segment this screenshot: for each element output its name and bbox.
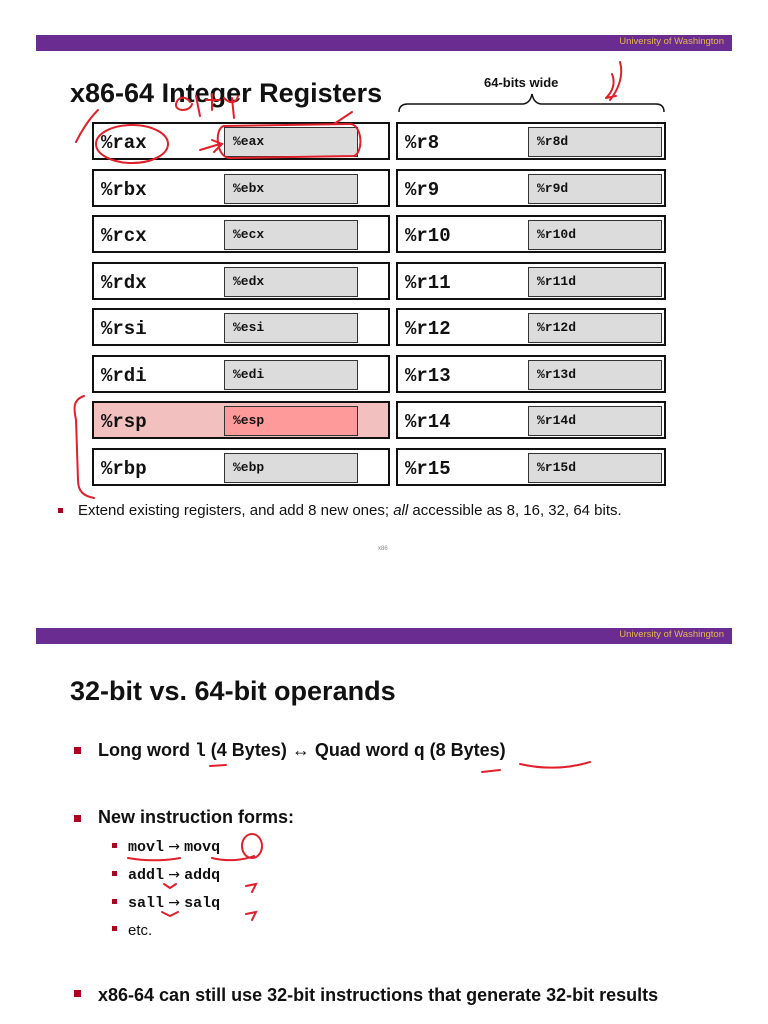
register-name: %r8	[405, 132, 440, 154]
extend-registers-bullet	[78, 502, 622, 519]
register-name: %rsi	[101, 318, 147, 340]
register-row	[396, 401, 666, 439]
register-row	[396, 308, 666, 346]
instruction-form-item	[128, 894, 220, 912]
subregister-name: %r10d	[537, 227, 577, 242]
subregister-box	[224, 267, 358, 297]
word-size-text-post: (8 Bytes)	[424, 740, 506, 760]
subregister-box	[528, 220, 662, 250]
register-row	[92, 215, 390, 253]
banner-text: University of Washington	[619, 629, 724, 640]
register-row	[92, 448, 390, 486]
bullet-marker	[112, 871, 117, 876]
register-row	[92, 169, 390, 207]
register-name: %rcx	[101, 225, 147, 247]
register-row	[396, 215, 666, 253]
instruction-to: movq	[184, 839, 221, 856]
subregister-name: %r13d	[537, 366, 577, 382]
subregister-name: %ebx	[233, 180, 265, 196]
instruction-form-item	[128, 866, 220, 884]
subregister-name: %r12d	[537, 320, 577, 335]
subregister-name: %r9d	[537, 180, 569, 196]
subregister-name: %r15d	[537, 459, 577, 475]
register-name: %rax	[101, 132, 147, 154]
subregister-name: %edi	[233, 366, 265, 382]
register-row	[396, 262, 666, 300]
register-row	[92, 401, 390, 439]
subregister-box	[528, 453, 662, 483]
width-label: 64-bits wide	[484, 75, 559, 90]
subregister-box	[528, 360, 662, 390]
register-name: %r13	[405, 364, 451, 387]
subregister-box	[224, 174, 358, 204]
register-row	[92, 308, 390, 346]
etc-item: etc.	[128, 922, 153, 939]
bullet-marker	[74, 747, 81, 754]
subregister-box	[528, 267, 662, 297]
bullet-text-post: accessible as 8, 16, 32, 64 bits.	[408, 502, 622, 519]
quad-word-suffix: q	[413, 742, 425, 762]
instruction-from: movl	[128, 839, 165, 856]
register-row	[92, 262, 390, 300]
slide-title: x86-64 Integer Registers	[70, 78, 383, 108]
word-size-text-mid: (4 Bytes) ↔ Quad word	[205, 740, 414, 760]
bullet-marker	[112, 926, 117, 931]
long-word-suffix: l	[194, 742, 206, 762]
register-row	[92, 122, 390, 160]
subregister-box	[224, 360, 358, 390]
register-row	[396, 448, 666, 486]
slide-operands	[0, 600, 768, 1024]
bullet-text-pre: Extend existing registers, and add 8 new ones;	[78, 502, 394, 519]
arrow-icon: →	[168, 867, 180, 883]
subregister-box	[528, 174, 662, 204]
bullet-marker	[112, 843, 117, 848]
slide-footer: x86	[378, 546, 388, 552]
instruction-from: sall	[128, 895, 165, 912]
bullet-marker	[74, 815, 81, 822]
register-name: %rbp	[101, 457, 147, 480]
word-size-text-pre: Long word	[98, 740, 195, 760]
subregister-box	[528, 313, 662, 343]
register-name: %r11	[405, 271, 451, 294]
subregister-name: %ebp	[233, 459, 265, 475]
subregister-box	[528, 127, 662, 157]
register-name: %r9	[405, 178, 440, 201]
subregister-box	[224, 406, 358, 436]
instruction-to: addq	[184, 867, 221, 884]
subregister-name: %eax	[233, 134, 265, 149]
register-name: %rbx	[101, 178, 147, 201]
subregister-box	[224, 127, 358, 157]
width-brace-icon	[398, 92, 666, 114]
university-banner	[36, 35, 732, 51]
instruction-to: salq	[184, 895, 221, 912]
bullet-text-emphasis: all	[393, 502, 409, 519]
instruction-from: addl	[128, 867, 165, 884]
subregister-name: %esp	[233, 413, 265, 428]
register-row	[396, 122, 666, 160]
register-name: %r12	[405, 318, 451, 340]
subregister-name: %ecx	[233, 227, 265, 242]
compat-bullet: x86-64 can still use 32-bit instructions that generate 32-bit results	[98, 985, 659, 1005]
register-row	[396, 355, 666, 393]
subregister-box	[528, 406, 662, 436]
arrow-icon: →	[168, 895, 180, 911]
register-name: %rdi	[101, 364, 147, 387]
register-name: %r10	[405, 225, 451, 247]
register-name: %rsp	[101, 411, 147, 433]
register-name: %r14	[405, 411, 451, 433]
register-row	[92, 355, 390, 393]
subregister-name: %edx	[233, 273, 265, 289]
university-banner	[36, 628, 732, 644]
arrow-icon: →	[168, 839, 180, 855]
bullet-marker	[74, 990, 81, 997]
subregister-name: %r8d	[537, 134, 569, 149]
register-row	[396, 169, 666, 207]
register-name: %r15	[405, 457, 451, 480]
instruction-forms-bullet: New instruction forms:	[98, 807, 295, 827]
slide-title: 32-bit vs. 64-bit operands	[70, 676, 396, 706]
instruction-form-item	[128, 838, 220, 856]
subregister-box	[224, 220, 358, 250]
banner-text: University of Washington	[619, 36, 724, 47]
subregister-box	[224, 453, 358, 483]
bullet-marker	[58, 508, 63, 513]
subregister-box	[224, 313, 358, 343]
bullet-marker	[112, 899, 117, 904]
word-size-bullet	[98, 740, 506, 762]
subregister-name: %r11d	[537, 273, 577, 289]
subregister-name: %r14d	[537, 413, 577, 428]
subregister-name: %esi	[233, 320, 265, 335]
register-name: %rdx	[101, 271, 147, 294]
